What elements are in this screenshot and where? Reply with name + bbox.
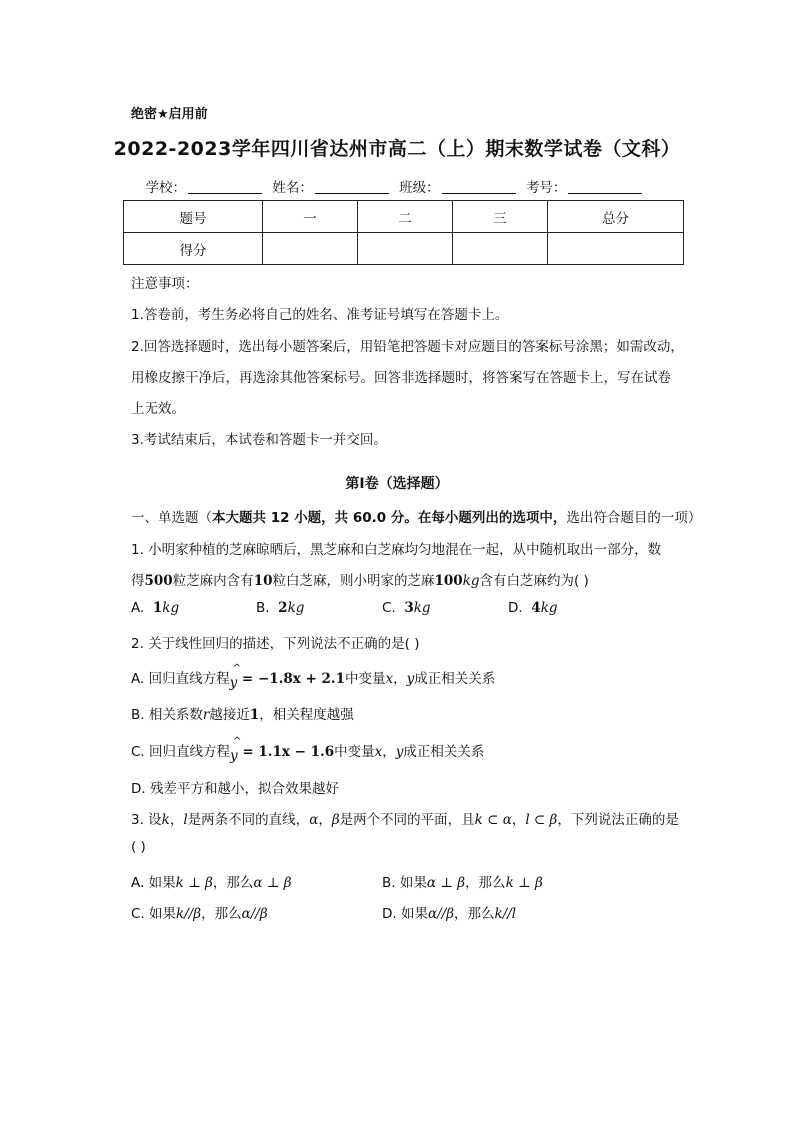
- math-var: x: [374, 744, 383, 760]
- math-expression: α ⊥ β: [426, 875, 466, 891]
- note-item: 1.答卷前，考生务必将自己的姓名、准考证号填写在答题卡上。: [131, 307, 509, 323]
- q1-text: 得: [131, 573, 145, 589]
- notes-heading: 注意事项：: [131, 276, 199, 292]
- q2-option-c[interactable]: [131, 736, 485, 764]
- q3-text: 是两个不同的平面，且: [339, 812, 475, 828]
- q1-text: 粒白芝麻，则小明家的芝麻: [272, 573, 435, 589]
- column-header: 总分: [548, 201, 684, 233]
- option-letter: A.: [131, 600, 145, 616]
- q1-stem-line1: 1. 小明家种植的芝麻晾晒后，黑芝麻和白芝麻均匀地混在一起，从中随机取出一部分，数: [131, 542, 662, 558]
- option-text: C. 如果: [131, 906, 177, 922]
- class-blank[interactable]: [442, 193, 516, 194]
- note-item: 2.回答选择题时，选出每小题答案后，用铅笔把答题卡对应题目的答案标号涂黑；如需改动，: [131, 339, 684, 355]
- math-var: r: [202, 707, 210, 723]
- score-table-score-row: [124, 233, 684, 265]
- math-var: y: [229, 675, 238, 691]
- option-text: 中变量: [345, 671, 386, 687]
- hat-mark: ^: [233, 736, 242, 747]
- score-table-header-row: [124, 201, 684, 233]
- name-label: 姓名：: [272, 180, 313, 196]
- student-info-line: [0, 176, 794, 196]
- note-item: 用橡皮擦干净后，再选涂其他答案标号。回答非选择题时，将答案写在答题卡上，写在试卷: [131, 370, 671, 386]
- score-cell[interactable]: [263, 233, 358, 265]
- y-hat: [230, 736, 242, 764]
- math-var: α: [309, 812, 319, 828]
- math-expression: α ⊥ β: [253, 875, 292, 891]
- q-type-prefix: 一、单选题（: [131, 510, 212, 526]
- q-type-suffix: 选出符合题目的一项）: [566, 510, 702, 526]
- math-expression: k ⊥ β: [505, 875, 543, 891]
- q1-unit: kg: [462, 573, 480, 589]
- school-blank[interactable]: [188, 193, 262, 194]
- option-unit: kg: [162, 600, 180, 616]
- option-text: A. 如果: [131, 875, 176, 891]
- math-var: l: [183, 812, 188, 828]
- score-cell[interactable]: [548, 233, 684, 265]
- q3-text: ，下列说法正确的是: [557, 812, 679, 828]
- q1-option-a[interactable]: [131, 600, 179, 616]
- option-text: ，相关程度越强: [259, 707, 354, 723]
- option-value: 1: [152, 600, 163, 616]
- question-type-heading: [131, 506, 701, 526]
- option-letter: C.: [382, 600, 396, 616]
- score-label-cell: 得分: [124, 233, 263, 265]
- option-text: ，那么: [201, 906, 242, 922]
- q3-stem-line2: ( ): [131, 839, 146, 855]
- q3-text: 3. 设: [131, 812, 162, 828]
- option-unit: kg: [287, 600, 305, 616]
- option-unit: kg: [540, 600, 558, 616]
- option-unit: kg: [413, 600, 431, 616]
- q1-option-d[interactable]: [508, 600, 558, 616]
- math-expression: l ⊂ β: [525, 812, 558, 828]
- option-text: 成正相关关系: [414, 671, 496, 687]
- q3-text: ，: [318, 812, 332, 828]
- section-title: 第Ⅰ卷（选择题）: [345, 476, 449, 492]
- q3-stem-line1: [131, 808, 679, 828]
- option-text: 越接近: [209, 707, 250, 723]
- school-label: 学校：: [145, 180, 187, 196]
- math-expression: = 1.1x − 1.6: [237, 744, 335, 760]
- option-text: A. 回归直线方程: [131, 671, 230, 687]
- q2-option-a[interactable]: [131, 663, 496, 691]
- option-text: 成正相关关系: [403, 744, 485, 760]
- option-text: B. 如果: [382, 875, 427, 891]
- option-value: 4: [531, 600, 541, 616]
- q1-option-b[interactable]: [256, 600, 304, 616]
- row-header-cell: 题号: [124, 201, 263, 233]
- q3-text: ，: [511, 812, 526, 828]
- page-title: 2022-2023学年四川省达州市高二（上）期末数学试卷（文科）: [113, 138, 681, 160]
- math-var: k: [161, 812, 170, 828]
- option-text: D. 如果: [382, 906, 428, 922]
- option-letter: B.: [256, 600, 270, 616]
- secret-label: 绝密★启用前: [131, 107, 208, 122]
- option-text: ，那么: [454, 906, 495, 922]
- class-label: 班级：: [399, 180, 440, 196]
- math-expression: k//l: [494, 906, 517, 922]
- math-expression: = −1.8x + 2.1: [237, 671, 345, 687]
- math-expression: α//β: [427, 906, 455, 922]
- option-value: 3: [404, 600, 414, 616]
- q-type-bold: 本大题共 12 小题，共 60.0 分。在每小题列出的选项中，: [212, 510, 567, 526]
- option-text: ，: [382, 744, 396, 760]
- q1-text: 含有白芝麻约为( ): [479, 573, 589, 589]
- score-table: [123, 200, 684, 265]
- q1-number: 100: [434, 573, 463, 589]
- math-var: y: [395, 744, 404, 760]
- name-blank[interactable]: [315, 193, 389, 194]
- column-header: 三: [453, 201, 548, 233]
- score-cell[interactable]: [453, 233, 548, 265]
- option-text: 中变量: [334, 744, 375, 760]
- option-value: 2: [278, 600, 288, 616]
- q2-option-b[interactable]: [131, 703, 354, 723]
- math-expression: k ⊥ β: [175, 875, 213, 891]
- option-text: ，那么: [212, 875, 254, 891]
- q1-option-c[interactable]: [382, 600, 431, 616]
- exam-no-blank[interactable]: [568, 193, 642, 194]
- note-item: 3.考试结束后，本试卷和答题卡一并交回。: [131, 432, 387, 448]
- math-expression: k//β: [176, 906, 202, 922]
- q1-stem-line2: [131, 569, 589, 589]
- q3-option-d[interactable]: [382, 902, 516, 922]
- q1-number: 500: [144, 573, 173, 589]
- q3-text: ，: [169, 812, 184, 828]
- q3-text: 是两条不同的直线，: [187, 812, 310, 828]
- q3-option-c[interactable]: [131, 902, 268, 922]
- exam-no-label: 考号：: [525, 180, 567, 196]
- math-number: 1: [249, 707, 260, 723]
- option-letter: D.: [508, 600, 523, 616]
- option-text: ，: [393, 671, 407, 687]
- q3-option-b[interactable]: [382, 871, 543, 891]
- option-text: C. 回归直线方程: [131, 744, 231, 760]
- q1-number: 10: [253, 573, 273, 589]
- column-header: 二: [358, 201, 453, 233]
- q2-stem: 2. 关于线性回归的描述，下列说法不正确的是( ): [131, 636, 420, 652]
- math-var: x: [385, 671, 394, 687]
- q2-option-d[interactable]: D. 残差平方和越小，拟合效果越好: [131, 781, 339, 797]
- math-var: β: [331, 812, 340, 828]
- hat-mark: ^: [232, 663, 241, 674]
- column-header: 一: [263, 201, 358, 233]
- math-expression: α//β: [241, 906, 268, 922]
- q3-option-a[interactable]: [131, 871, 292, 891]
- math-expression: k ⊂ α: [474, 812, 512, 828]
- option-text: ，那么: [465, 875, 506, 891]
- option-text: B. 相关系数: [131, 707, 203, 723]
- note-item: 上无效。: [131, 401, 185, 417]
- y-hat: [229, 663, 241, 691]
- math-var: y: [230, 748, 238, 764]
- q1-text: 粒芝麻内含有: [172, 573, 254, 589]
- score-cell[interactable]: [358, 233, 453, 265]
- math-var: y: [406, 671, 415, 687]
